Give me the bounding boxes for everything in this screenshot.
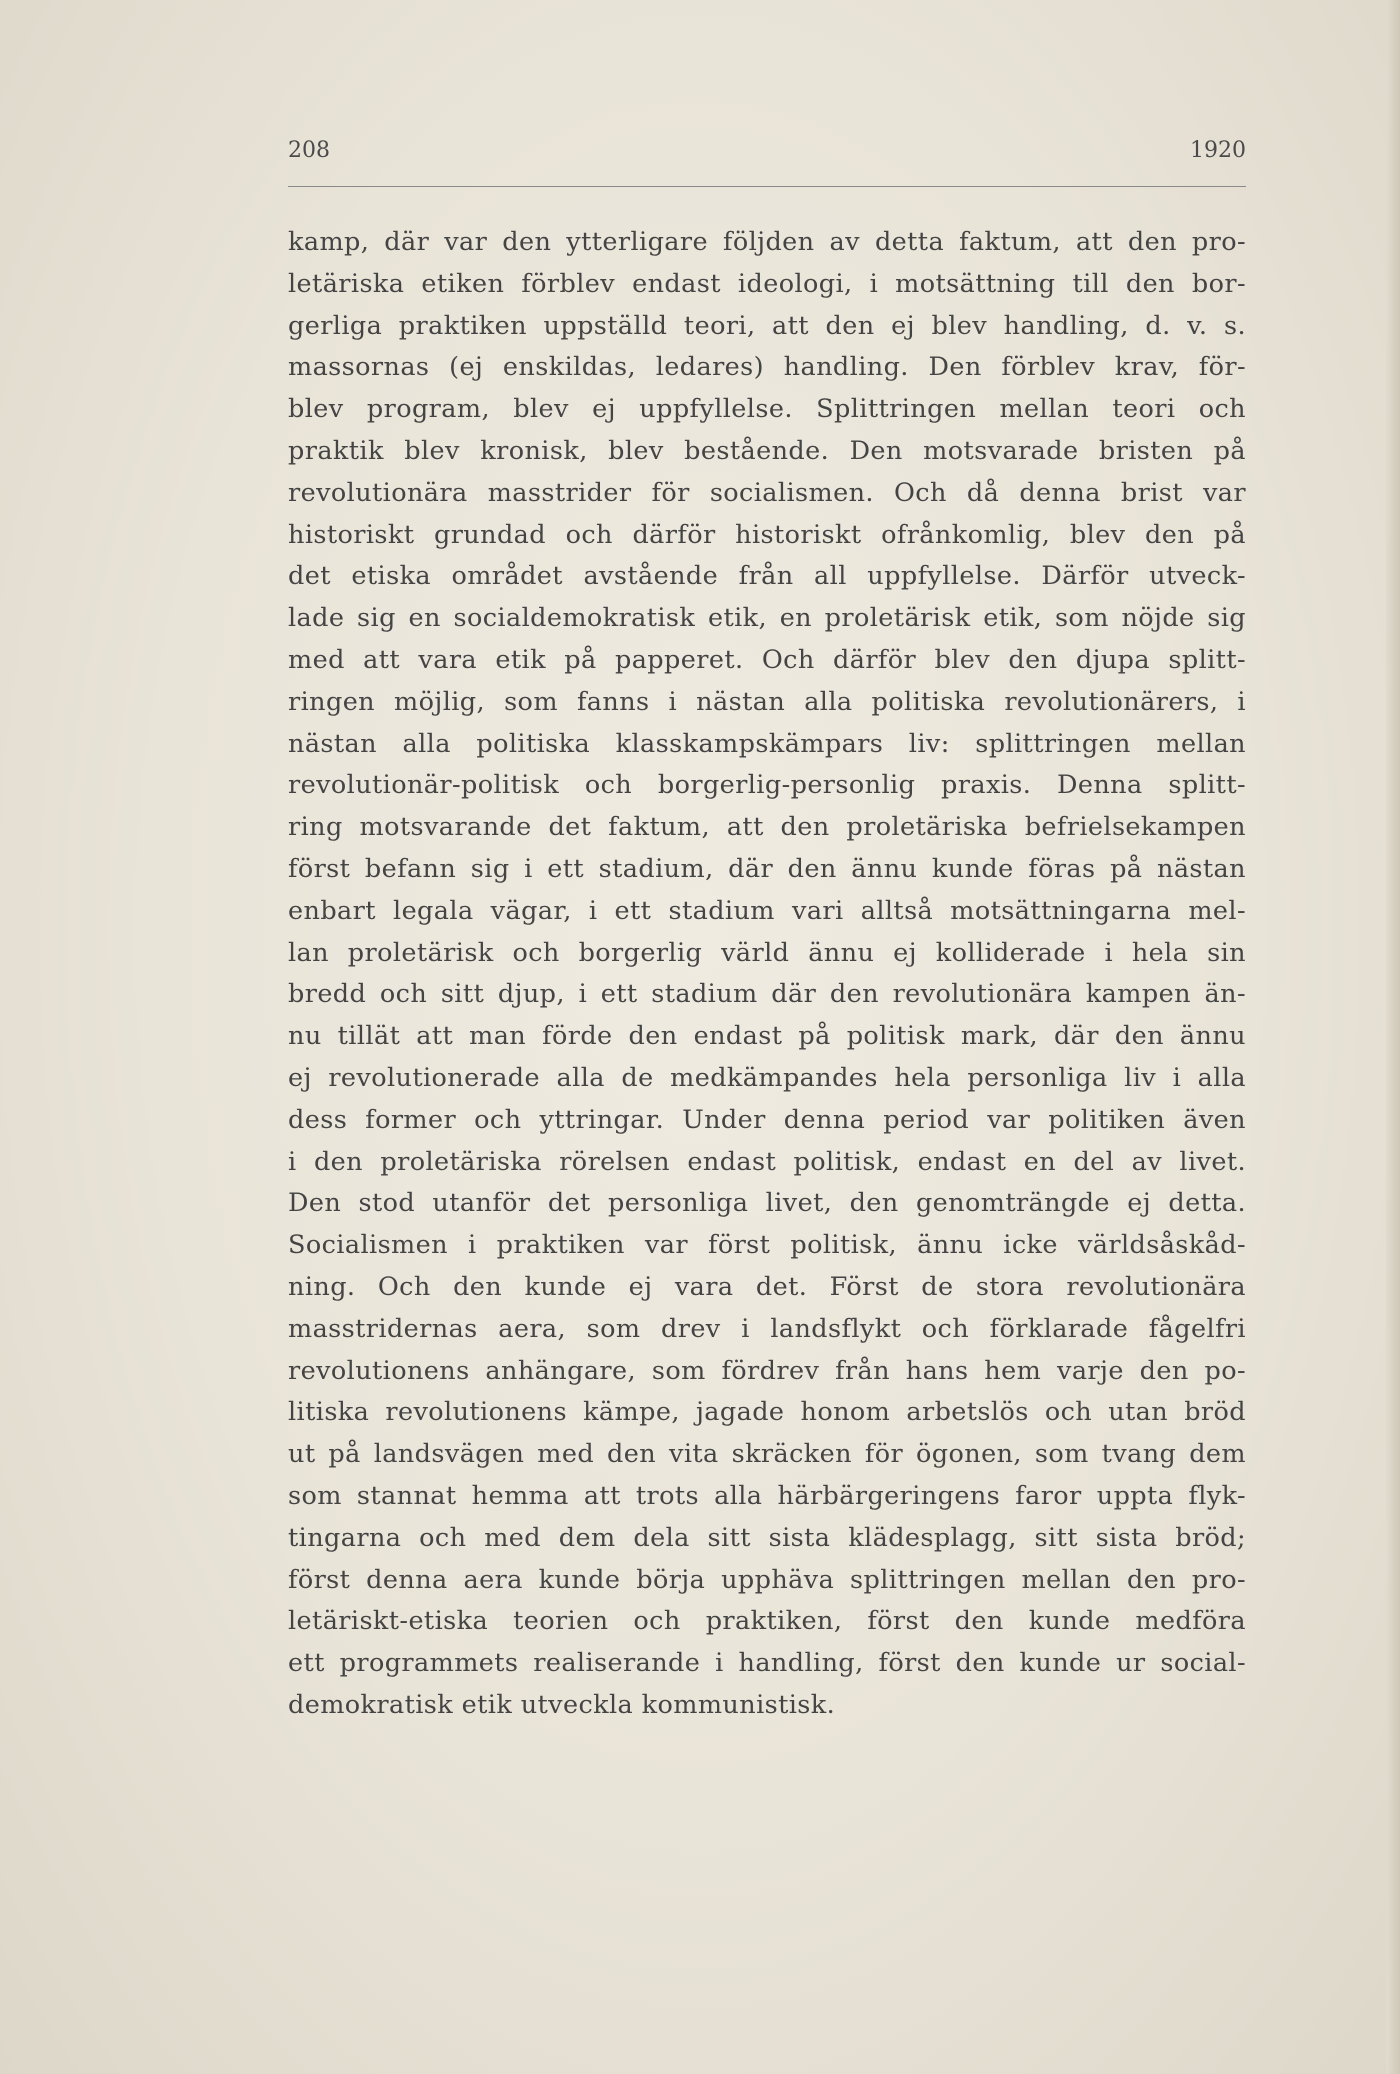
text-line: lan proletärisk och borgerlig värld ännu ej kolliderade i hela sin bbox=[288, 937, 1246, 968]
text-line: ett programmets realiserande i handling, först den kunde ur social- bbox=[288, 1648, 1246, 1679]
text-line: kamp, där var den ytterligare följden av detta faktum, att den pro- bbox=[288, 227, 1246, 257]
text-line: historiskt grundad och därför historiskt ofrånkomlig, blev den på bbox=[288, 519, 1246, 550]
text-line: ringen möjlig, som fanns i nästan alla politiska revolutionärers, i bbox=[288, 686, 1246, 717]
header-rule bbox=[288, 186, 1246, 187]
text-line: praktik blev kronisk, blev bestående. Den motsvarade bristen på bbox=[288, 435, 1246, 466]
text-line: revolutionens anhängare, som fördrev från hans hem varje den po- bbox=[288, 1355, 1246, 1386]
body-text bbox=[288, 222, 1246, 1727]
text-line: litiska revolutionens kämpe, jagade honom arbetslös och utan bröd bbox=[288, 1397, 1246, 1428]
text-line: enbart legala vägar, i ett stadium vari alltså motsättningarna mel- bbox=[288, 895, 1246, 926]
text-line: ning. Och den kunde ej vara det. Först de stora revolutionära bbox=[288, 1271, 1246, 1302]
text-line: lade sig en socialdemokratisk etik, en proletärisk etik, som nöjde sig bbox=[288, 603, 1246, 634]
text-line: tingarna och med dem dela sitt sista klädesplagg, sitt sista bröd; bbox=[288, 1522, 1246, 1553]
text-line: ut på landsvägen med den vita skräcken för ögonen, som tvang dem bbox=[288, 1439, 1246, 1470]
text-line: Socialismen i praktiken var först politisk, ännu icke världsåskåd- bbox=[288, 1230, 1246, 1261]
running-head bbox=[288, 138, 1246, 172]
text-line: demokratisk etik utveckla kommunistisk. bbox=[288, 1689, 836, 1720]
text-line: nästan alla politiska klasskampskämpars liv: splittringen mellan bbox=[288, 728, 1246, 759]
text-line: revolutionär-politisk och borgerlig-personlig praxis. Denna splitt- bbox=[288, 770, 1246, 801]
text-line: först denna aera kunde börja upphäva splittringen mellan den pro- bbox=[288, 1564, 1246, 1595]
text-line: som stannat hemma att trots alla härbärgeringens faror uppta flyk- bbox=[288, 1480, 1246, 1511]
text-line: ring motsvarande det faktum, att den proletäriska befrielsekampen bbox=[288, 812, 1246, 843]
text-line: först befann sig i ett stadium, där den ännu kunde föras på nästan bbox=[288, 853, 1246, 884]
text-line: revolutionära masstrider för socialismen. Och då denna brist var bbox=[288, 477, 1246, 508]
text-line: bredd och sitt djup, i ett stadium där den revolutionära kampen än- bbox=[288, 979, 1246, 1010]
running-head-year: 1920 bbox=[1190, 138, 1246, 163]
text-line: Den stod utanför det personliga livet, den genomträngde ej detta. bbox=[288, 1188, 1246, 1219]
text-line: i den proletäriska rörelsen endast politisk, endast en del av livet. bbox=[288, 1146, 1246, 1177]
page-edge-shadow bbox=[1386, 0, 1400, 2074]
text-line: letäriskt-etiska teorien och praktiken, först den kunde medföra bbox=[288, 1606, 1246, 1637]
text-line: blev program, blev ej uppfyllelse. Splittringen mellan teori och bbox=[288, 394, 1246, 425]
text-line: med att vara etik på papperet. Och därför blev den djupa splitt- bbox=[288, 644, 1246, 675]
text-line: letäriska etiken förblev endast ideologi, i motsättning till den bor- bbox=[288, 268, 1246, 299]
page-number: 208 bbox=[288, 138, 330, 163]
text-line: masstridernas aera, som drev i landsflykt och förklarade fågelfri bbox=[288, 1313, 1246, 1344]
text-line: massornas (ej enskildas, ledares) handling. Den förblev krav, för- bbox=[288, 352, 1246, 383]
text-line: det etiska området avstående från all uppfyllelse. Därför utveck- bbox=[288, 561, 1246, 592]
text-line: nu tillät att man förde den endast på politisk mark, där den ännu bbox=[288, 1021, 1246, 1052]
text-line: dess former och yttringar. Under denna period var politiken även bbox=[288, 1104, 1246, 1135]
text-line: gerliga praktiken uppställd teori, att den ej blev handling, d. v. s. bbox=[288, 310, 1246, 341]
text-line: ej revolutionerade alla de medkämpandes hela personliga liv i alla bbox=[288, 1062, 1246, 1093]
